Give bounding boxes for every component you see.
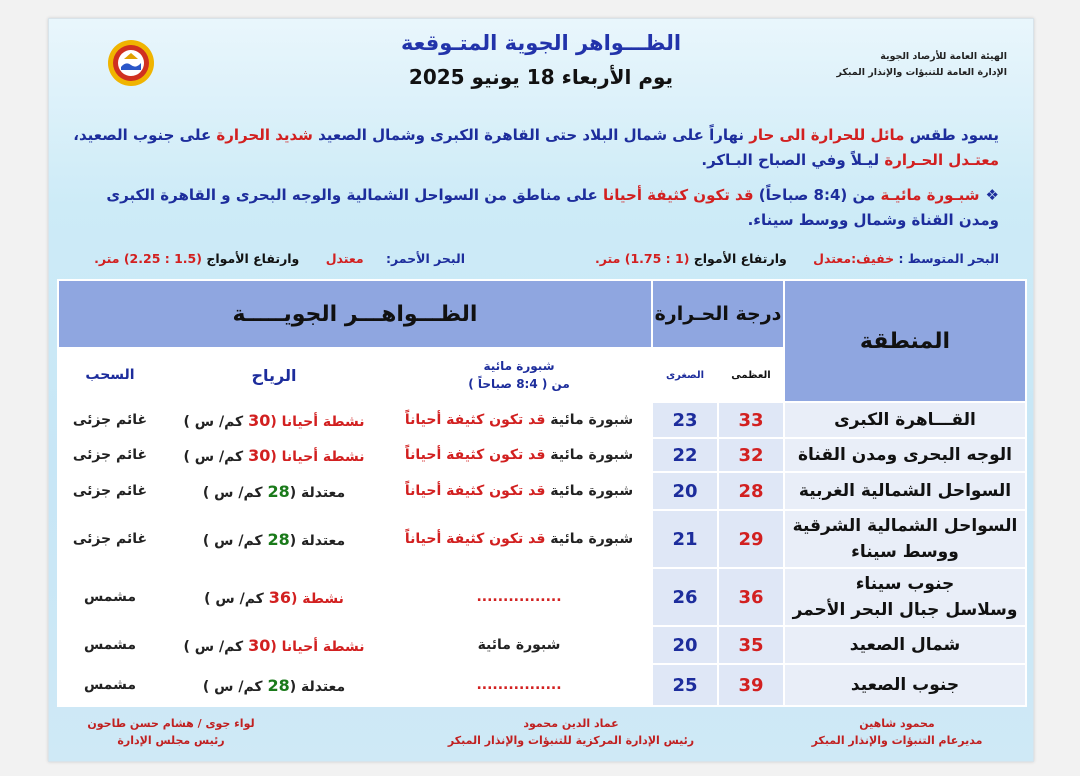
summary-line-2: معتـدل الحـرارة ليـلاً وفي الصباح البـاكر.: [701, 151, 999, 169]
forecast-table: [57, 279, 1027, 707]
org-name: الهيئة العامة للأرصاد الجوية: [880, 51, 1007, 62]
bullet-icon: ❖: [985, 186, 999, 204]
fog-cell: شبورة مائية: [386, 626, 652, 664]
table-row: [58, 626, 1026, 664]
region-cell: شمال الصعيد: [784, 626, 1026, 664]
table-row: [58, 510, 1026, 568]
cloud-cell: مشمس: [58, 626, 162, 664]
signature-left: لواء جوى / هشام حسن طاحون رئيس مجلس الإدارة: [87, 717, 255, 747]
header-fog: شبورة مائية من ( 8:4 صباحاً ): [386, 348, 652, 402]
min-temp-cell: 25: [652, 664, 718, 706]
cloud-cell: غائم جزئى: [58, 472, 162, 510]
table-row: [58, 664, 1026, 706]
wind-cell: نشطة (36 كم/ س ): [162, 568, 386, 626]
min-temp-cell: 20: [652, 472, 718, 510]
max-temp-cell: 36: [718, 568, 784, 626]
org-department: الإدارة العامة للتنبؤات والإنذار المبكر: [836, 67, 1007, 78]
fog-cell: ................: [386, 664, 652, 706]
wind-cell: نشطة أحيانا (30 كم/ س ): [162, 438, 386, 472]
header-min: الصغرى: [652, 348, 718, 402]
table-header-row: [58, 280, 1026, 348]
header-region: المنطقة: [784, 280, 1026, 402]
region-cell: القـــاهرة الكبرى: [784, 402, 1026, 438]
wind-cell: معتدلة (28 كم/ س ): [162, 510, 386, 568]
min-temp-cell: 20: [652, 626, 718, 664]
cloud-cell: غائم جزئى: [58, 510, 162, 568]
min-temp-cell: 21: [652, 510, 718, 568]
header-phenomena: الظـــواهـــر الجويـــــة: [58, 280, 652, 348]
fog-line-1: ❖شبـورة مائيـة من (8:4 صباحاً) قد تكون كثيفة أحيانا على مناطق من السواحل الشمالية والوجه البحرى و القاهرة الكبرى: [106, 186, 999, 204]
table-body: [58, 402, 1026, 706]
table-row: [58, 438, 1026, 472]
cloud-cell: غائم جزئى: [58, 402, 162, 438]
signature-right: محمود شاهين مديرعام التنبؤات والإنذار المبكر: [811, 717, 983, 747]
header-max: العظمى: [718, 348, 784, 402]
cloud-cell: غائم جزئى: [58, 438, 162, 472]
min-temp-cell: 26: [652, 568, 718, 626]
wind-cell: معتدلة (28 كم/ س ): [162, 664, 386, 706]
med-sea: البحر المتوسط : خفيف:معتدل وارتفاع الأمواج (1 : 1.75) متر.: [595, 251, 999, 266]
header-clouds: السحب: [58, 348, 162, 402]
max-temp-cell: 28: [718, 472, 784, 510]
region-cell: جنوب سيناء وسلاسل جبال البحر الأحمر: [784, 568, 1026, 626]
region-cell: الوجه البحرى ومدن القناة: [784, 438, 1026, 472]
min-temp-cell: 23: [652, 402, 718, 438]
fog-cell: شبورة مائية قد تكون كثيفة أحياناً: [386, 472, 652, 510]
fog-cell: ................: [386, 568, 652, 626]
forecast-sheet: [48, 18, 1034, 762]
fog-cell: شبورة مائية قد تكون كثيفة أحياناً: [386, 402, 652, 438]
table-row: [58, 402, 1026, 438]
max-temp-cell: 32: [718, 438, 784, 472]
forecast-date: يوم الأربعاء 18 يونيو 2025: [408, 65, 674, 89]
max-temp-cell: 39: [718, 664, 784, 706]
summary-paragraph: [67, 123, 999, 173]
header-temperature: درجة الحـرارة: [652, 280, 784, 348]
fog-paragraph: [67, 183, 999, 233]
region-cell: السواحل الشمالية الغربية: [784, 472, 1026, 510]
max-temp-cell: 35: [718, 626, 784, 664]
organization-block: [836, 49, 1007, 81]
wind-cell: نشطة أحيانا (30 كم/ س ): [162, 626, 386, 664]
fog-line-2: ومدن القناة وشمال ووسط سيناء.: [747, 211, 999, 229]
table-row: [58, 472, 1026, 510]
cloud-cell: مشمس: [58, 568, 162, 626]
summary-line-1: يسود طقس مائل للحرارة الى حار نهاراً على شمال البلاد حتى القاهرة الكبرى وشمال الصعيد شديد الحرارة على جنوب الصعيد،: [73, 126, 999, 144]
fog-cell: شبورة مائية قد تكون كثيفة أحياناً: [386, 438, 652, 472]
page-title: الظـــواهر الجوية المتـوقعة: [400, 31, 682, 55]
signature-middle: عماد الدين محمود رئيس الإدارة المركزية للتنبؤات والإنذار المبكر: [447, 717, 695, 747]
min-temp-cell: 22: [652, 438, 718, 472]
header-wind: الرياح: [162, 348, 386, 402]
wind-cell: معتدلة (28 كم/ س ): [162, 472, 386, 510]
cloud-cell: مشمس: [58, 664, 162, 706]
wind-cell: نشطة أحيانا (30 كم/ س ): [162, 402, 386, 438]
max-temp-cell: 33: [718, 402, 784, 438]
red-sea: البحر الأحمر: معتدل وارتفاع الأمواج (1.5 : 2.25) متر.: [94, 251, 465, 266]
table-row: [58, 568, 1026, 626]
max-temp-cell: 29: [718, 510, 784, 568]
region-cell: جنوب الصعيد: [784, 664, 1026, 706]
region-cell: السواحل الشمالية الشرقية ووسط سيناء: [784, 510, 1026, 568]
fog-cell: شبورة مائية قد تكون كثيفة أحياناً: [386, 510, 652, 568]
